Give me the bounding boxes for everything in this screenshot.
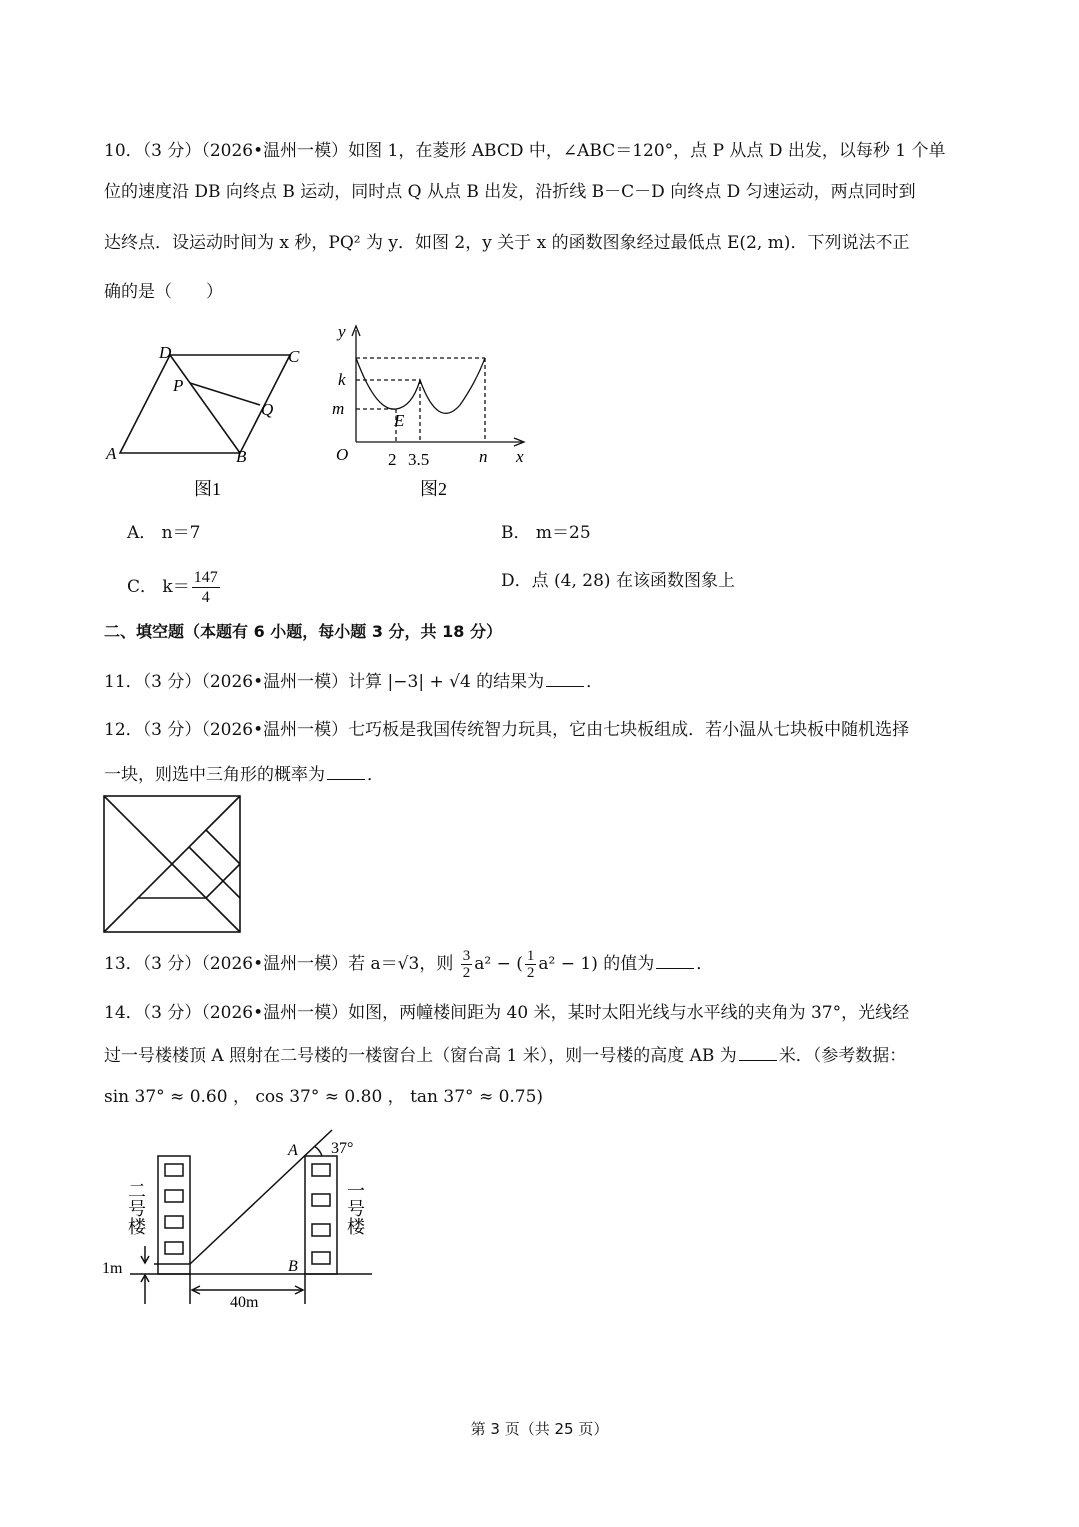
q13-prefix: 13．（3 分）（2026•温州一模）若 a＝√3，则 [104,954,454,974]
label-k: k [338,370,346,389]
option-b: B． m＝25 [501,523,591,543]
option-d: D．点 (4, 28) 在该函数图象上 [501,571,735,591]
building-2-windows [165,1164,183,1254]
angle-label: 37° [331,1140,354,1157]
label-a: A [106,444,117,463]
label-e: E [394,411,405,430]
guide-lines [356,358,485,442]
option-c-fraction [192,568,220,607]
q13-answer-blank[interactable] [656,952,694,969]
option-c [127,568,222,607]
label-b: B [236,447,247,466]
q10-line1: 10．（3 分）（2026•温州一模）如图 1，在菱形 ABCD 中，∠ABC＝120°，点 P 从点 D 出发，以每秒 1 个单 [104,141,946,161]
page-footer: 第 3 页（共 25 页） [470,1420,609,1438]
option-c-prefix: C． k＝ [127,577,190,597]
section-header: 二、填空题（本题有 6 小题，每小题 3 分，共 18 分） [104,622,502,641]
building-1 [305,1156,337,1274]
q12-line2 [104,763,384,787]
tangram-figure [103,795,243,934]
q12-text: 一块，则选中三角形的概率为 [104,765,325,785]
building-1-label: 一号楼 [345,1181,365,1235]
label-x: x [516,447,524,466]
q10-line2: 位的速度沿 DB 向终点 B 运动，同时点 Q 从点 B 出发，沿折线 B－C－D 向终点 D 匀速运动，两点同时到 [104,182,916,202]
building-2-label: 二号楼 [126,1181,146,1235]
angle-arc [314,1146,322,1156]
q11-line [104,670,603,694]
q12-end: ． [367,765,384,785]
caption-fig2: 图2 [420,479,447,499]
segment-pq [190,383,260,405]
q10-line4: 确的是（ ） [104,282,223,302]
buildings-figure [100,1124,385,1320]
figure-1-rhombus [100,335,325,505]
figure-2-graph [328,320,533,502]
tick-3-5: 3.5 [408,450,430,469]
sill-height-label: 1m [102,1260,123,1277]
q13-fraction-2 [525,948,537,981]
q13-line [104,948,713,981]
q13-end: ． [696,954,714,974]
tick-2: 2 [388,450,397,469]
q14-line2 [104,1044,906,1068]
building-2 [158,1156,190,1274]
label-m: m [332,399,345,418]
building-1-windows [312,1164,330,1264]
option-a: A． n＝7 [127,523,201,543]
q13-f1-numerator: 3 [462,948,471,964]
label-y: y [338,322,346,341]
q11-end: ． [586,672,604,692]
q13-fraction-1 [461,948,473,981]
label-q: Q [261,400,274,419]
q13-f2-numerator: 1 [526,948,535,964]
q11-answer-blank[interactable] [546,670,584,687]
q13-f2-denominator: 2 [526,965,535,981]
q12-line1: 12．（3 分）（2026•温州一模）七巧板是我国传统智力玩具，它由七块板组成．若小温从七块板中随机选择 [104,720,910,740]
sun-ray [190,1130,332,1264]
q10-line3: 达终点．设运动时间为 x 秒，PQ² 为 y．如图 2，y 关于 x 的函数图象经过最低点 E(2, m)．下列说法不正 [104,233,910,253]
label-p: P [173,376,184,395]
caption-fig1: 图1 [194,479,221,499]
q11-text: 11．（3 分）（2026•温州一模）计算 |−3| + √4 的结果为 [104,672,545,692]
option-c-numerator: 147 [193,569,218,586]
distance-label: 40m [230,1294,259,1311]
label-b: B [288,1258,298,1275]
label-c: C [288,347,300,366]
q14-text-a: 过一号楼楼顶 A 照射在二号楼的一楼窗台上（窗台高 1 米），则一号楼的高度 AB 为 [104,1046,737,1066]
q14-text-b: 米．（参考数据： [778,1046,907,1066]
q13-tail: a² − 1) 的值为 [538,954,655,974]
q13-f1-denominator: 2 [462,965,471,981]
diagonal-db [170,355,240,453]
q14-answer-blank[interactable] [739,1044,777,1061]
function-curve [356,358,485,413]
q14-line1: 14．（3 分）（2026•温州一模）如图，两幢楼间距为 40 米，某时太阳光线与水平线的夹角为 37°，光线经 [104,1003,910,1023]
q13-mid: a² − ( [474,954,523,974]
q14-line3: sin 37° ≈ 0.60 ， cos 37° ≈ 0.80 ， tan 37° ≈ 0.75) [104,1087,544,1107]
label-a: A [288,1142,298,1159]
q12-answer-blank[interactable] [327,763,365,780]
label-o: O [336,445,349,464]
option-c-denominator: 4 [201,589,210,606]
label-d: D [159,343,172,362]
tick-n: n [479,447,488,466]
